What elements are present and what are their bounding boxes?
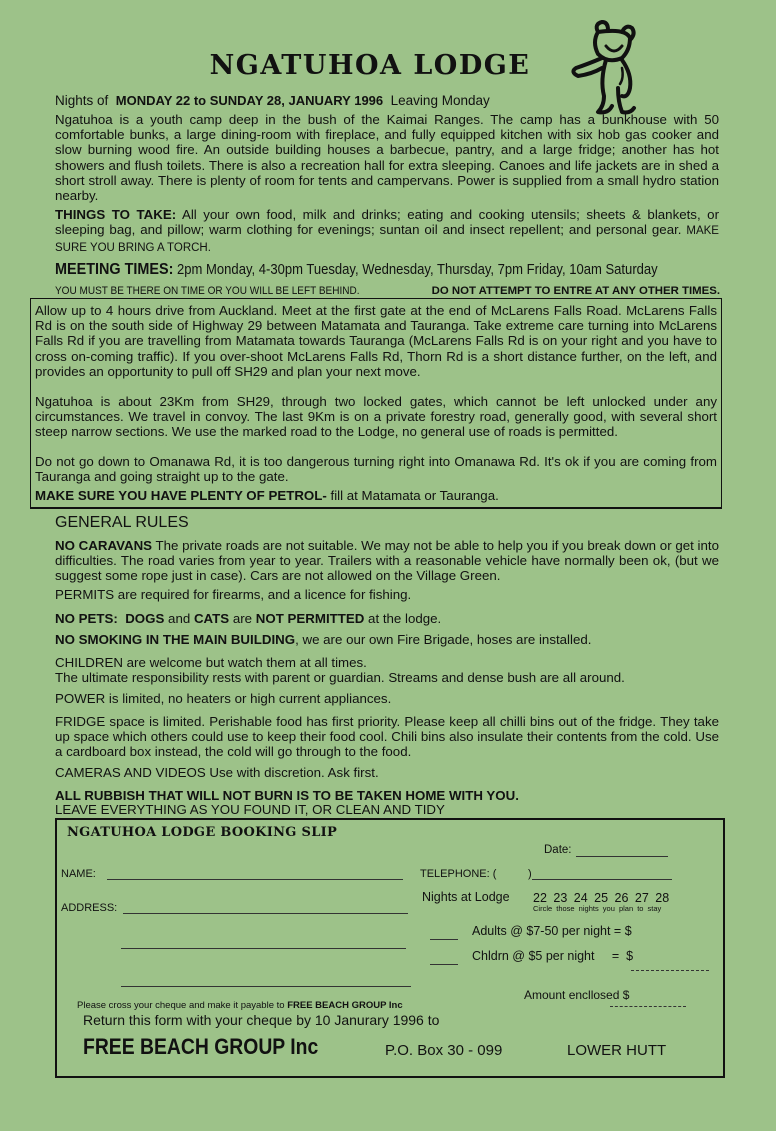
rule-permits: PERMITS are required for firearms, and a licence for fishing. [55, 587, 412, 602]
name-label: NAME: [61, 868, 96, 880]
subtotal-field[interactable] [631, 970, 709, 971]
rule-rubbish: ALL RUBBISH THAT WILL NOT BURN IS TO BE TAKEN HOME WITH YOU. [55, 788, 519, 803]
telephone-label: TELEPHONE: ( [420, 868, 497, 880]
nights-label: Nights at Lodge [422, 890, 510, 904]
organisation-name: FREE BEACH GROUP Inc [83, 1034, 319, 1059]
booking-slip [55, 818, 725, 1078]
telephone-field[interactable] [532, 879, 672, 880]
adults-count-field[interactable] [430, 939, 458, 940]
rule-fridge: FRIDGE space is limited. Perishable food has first priority. Please keep all chilli bins out of the fridge. They take up space which others could use to keep their food cool. Chili bins also insulate their contents from the cold. Use a cardboard box instead, the cold will go through to the food. [55, 714, 719, 760]
things-to-take-label: THINGS TO TAKE: [55, 207, 177, 222]
city: LOWER HUTT [567, 1042, 667, 1059]
leaving-day: Leaving Monday [390, 93, 490, 108]
warning-right: DO NOT ATTEMPT TO ENTRE AT ANY OTHER TIMES. [431, 285, 720, 297]
children-rate: Chldrn @ $5 per night = $ [472, 949, 634, 963]
pets-and: and [164, 611, 194, 626]
pets-not-permitted: NOT PERMITTED [255, 611, 365, 626]
petrol-bold: MAKE SURE YOU HAVE PLENTY OF PETROL- [35, 488, 327, 503]
pets-label: NO PETS: [55, 611, 118, 626]
warning-left: YOU MUST BE THERE ON TIME OR YOU WILL BE LEFT BEHIND. [55, 285, 360, 297]
address-field-line-1[interactable] [123, 913, 408, 914]
adults-rate: Adults @ $7-50 per night = $ [472, 924, 632, 938]
directions-paragraph-1: Allow up to 4 hours drive from Auckland. Meet at the first gate at the end of McLarens Falls Road. McLarens Falls Rd is on the south side of Highway 29 between Matamata and Tauranga. Take extreme care turning into McLarens Falls Rd if you are travelling from Matamata towards Tauranga (McLarens Falls Rd is on your right and you have to cross on-coming traffic). If you over-shoot McLarens Falls Rd, Thorn Rd is a short distance further, on the left, and provides an opportunity to pull off SH29 and plan your next move. [35, 303, 717, 379]
pets-dogs: DOGS [125, 611, 165, 626]
directions-paragraph-3: Do not go down to Omanawa Rd, it is too dangerous turning right into Omanawa Rd. It's ok if you are coming from Tauranga and going straight up to the gate. [35, 454, 717, 485]
meeting-times-text: 2pm Monday, 4-30pm Tuesday, Wednesday, Thursday, 7pm Friday, 10am Saturday [177, 262, 658, 278]
things-to-take [55, 207, 719, 257]
smoking-label: NO SMOKING IN THE MAIN BUILDING [55, 632, 296, 647]
rule-caravans [55, 538, 719, 584]
rule-children-1: CHILDREN are welcome but watch them at all times. [55, 655, 367, 670]
general-rules-heading: GENERAL RULES [55, 514, 189, 531]
bear-mascot-icon [566, 18, 652, 118]
cheque-payee: FREE BEACH GROUP Inc [287, 1000, 403, 1011]
smoking-text: , we are our own Fire Brigade, hoses are installed. [295, 632, 592, 647]
torch-note: MAKE SURE YOU BRING A TORCH. [55, 225, 719, 255]
directions-box [30, 298, 722, 509]
meeting-times [55, 261, 739, 279]
address-label: ADDRESS: [61, 902, 118, 914]
rule-power: POWER is limited, no heaters or high current appliances. [55, 691, 392, 706]
rule-children-2: The ultimate responsibility rests with parent or guardian. Streams and dense bush are all around. [55, 670, 625, 685]
name-field[interactable] [107, 879, 403, 880]
nights-prefix: Nights of [55, 93, 109, 108]
nights-range: MONDAY 22 to SUNDAY 28, JANUARY 1996 [115, 93, 384, 108]
punctuality-warning [55, 285, 720, 297]
things-to-take-text: All your own food, milk and drinks; eating and cooking utensils; sheets & blankets, or sleeping bag, and pillow; warm clothing for evenings; suntan oil and insect repellent; and personal gear. [55, 207, 719, 238]
pets-end: at the lodge. [364, 611, 442, 626]
petrol-note [35, 488, 717, 503]
caravans-label: NO CARAVANS [55, 538, 153, 553]
amount-field[interactable] [610, 1006, 686, 1007]
date-label: Date: [544, 844, 572, 856]
amount-enclosed-label: Amount encllosed $ [524, 988, 630, 1002]
date-field[interactable] [576, 856, 668, 857]
intro-paragraph: Ngatuhoa is a youth camp deep in the bush of the Kaimai Ranges. The camp has a bunkhouse with 50 comfortable bunks, a large dining-room with fireplace, and fully equipped kitchen with six hob gas cooker and slow burning wood fire. An outside building houses a barbecue, pantry, and a large fridge; another has hot showers and flush toilets. There is also a recreation hall for extra sleeping. Canoes and life jackets are in shed a short stroll away. There is plenty of room for tents and campervans. Power is supplied from a small hydro station nearby. [55, 112, 719, 204]
dates-line [55, 93, 490, 108]
booking-slip-title: NGATUHOA LODGE BOOKING SLIP [67, 825, 338, 840]
rule-pets [55, 611, 719, 626]
directions-paragraph-2: Ngatuhoa is about 23Km from SH29, through two locked gates, which cannot be left unlocked under any circumstances. We travel in convoy. The last 9Km is on a private forestry road, generally good, with several short steep narrow sections. We use the marked road to the Lodge, no general use of roads is permitted. [35, 394, 717, 440]
petrol-rest: fill at Matamata or Tauranga. [326, 488, 499, 503]
telephone-close-paren: ) [528, 868, 532, 880]
po-box: P.O. Box 30 - 099 [385, 1042, 503, 1059]
address-field-line-2[interactable] [121, 948, 406, 949]
rule-cameras: CAMERAS AND VIDEOS Use with discretion. Ask first. [55, 765, 379, 780]
rule-smoking [55, 632, 719, 647]
children-count-field[interactable] [430, 964, 458, 965]
nights-options[interactable]: 22 23 24 25 26 27 28 [533, 891, 670, 905]
pets-cats: CATS [193, 611, 230, 626]
pets-are: are [229, 611, 256, 626]
rule-leave-tidy: LEAVE EVERYTHING AS YOU FOUND IT, OR CLEAN AND TIDY [55, 802, 445, 817]
meeting-times-label: MEETING TIMES: [55, 261, 174, 278]
page-title: NGATUHOA LODGE [209, 50, 531, 81]
address-field-line-3[interactable] [121, 986, 411, 987]
cheque-note [77, 1000, 403, 1011]
return-instructions: Return this form with your cheque by 10 Janurary 1996 to [83, 1012, 440, 1028]
caravans-text: The private roads are not suitable. We may not be able to help you if you break down or get into difficulties. The road varies from year to year. Trailers with a reasonable vehicle have normally been ok, (but we suggest some rope just in case). Cars are not allowed on the Village Green. [55, 538, 719, 584]
circle-nights-note: Circle those nights you plan to stay [533, 904, 662, 913]
cheque-prefix: Please cross your cheque and make it payable to [77, 1000, 288, 1011]
